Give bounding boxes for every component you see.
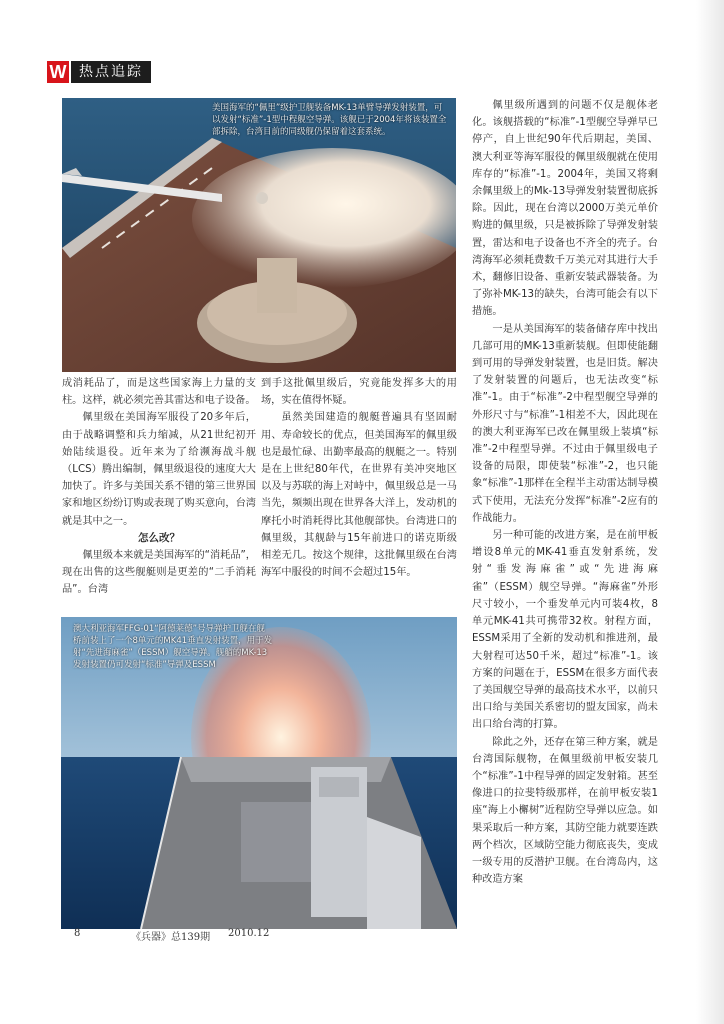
- photo-mk13-launch: [62, 98, 456, 372]
- paragraph: 佩里级在美国海军服役了20多年后，由于战略调整和兵力缩减，从21世纪初开始陆续退役。近年来为了给濒海战斗舰（LCS）腾出编制，佩里级退役的速度大大加快了。许多与美国关系不错的第三世界国家和地区纷纷订购或表现了购买意向，台湾就是其中之一。: [62, 412, 256, 527]
- section-header: [47, 60, 151, 84]
- text-column-right: [472, 97, 658, 888]
- paragraph: 除此之外，还存在第三种方案，就是台湾国际舰物，在佩里级前甲板安装几个“标准”-1中程导弹的固定发射箱。甚至像进口的拉斐特级那样，在前甲板安装1座“海上小檞树”近程防空导弹以应急。如果采取后一种方案，其防空能力就要连跌两个档次，区域防空能力彻底丧失，变成一级专用的反潜护卫舰。在台湾岛内，这种改造方案: [472, 736, 658, 886]
- text-column-middle: [261, 375, 457, 581]
- page-number: 8: [74, 928, 81, 939]
- paragraph: 佩里级本来就是美国海军的“消耗品”，现在出售的这些舰艇则是更差的“二手消耗品”。台湾: [62, 550, 256, 596]
- subheading: 怎么改？: [138, 531, 180, 544]
- photo-mk13-launch-image: [62, 98, 456, 372]
- paragraph: 成消耗品了，而是这些国家海上力量的支柱。这样，就必须完善其雷达和电子设备。: [62, 378, 256, 407]
- paragraph: 另一种可能的改进方案，是在前甲板增设8单元的MK-41垂直发射系统，发射“垂发海麻雀”或“先进海麻雀”（ESSM）舰空导弹。“海麻雀”外形尺寸较小，一个垂发单元内可装4枚，8单元MK-41共可携带32枚。射程方面，ESSM采用了全新的发动机和推进剂，最大射程可达50千米，超过“标准”-1。该方案的问题在于，ESSM在很多方面代表了美国舰空导弹的最高技术水平，以前只出口给与美国关系密切的盟友国家，尚未出口给台湾的打算。: [472, 530, 658, 731]
- section-title: 热点追踪: [71, 61, 151, 83]
- paragraph: 佩里级所遇到的问题不仅是舰体老化。该舰搭载的“标准”-1型舰空导弹早已停产，自上世纪90年代后期起，美国、澳大利亚等海军服役的佩里级舰就在使用库存的“标准”-1。2004年，美国又将剩余佩里级上的Mk-13导弹发射装置彻底拆除。因此，现在台湾以2000万美元单价购进的佩里级，只是被拆除了导弹发射装置，雷达和电子设备也不齐全的壳子。台湾海军必须耗费数千万美元对其进行大手术，翻修旧设备、重新安装武器装备。为了弥补MK-13的缺失，台湾可能会有以下措施。: [472, 100, 658, 318]
- text-column-left: [62, 375, 256, 599]
- paragraph: 到手这批佩里级后，究竟能发挥多大的用场，实在值得怀疑。: [261, 378, 457, 407]
- photo2-caption: 澳大利亚海军FFG-01“阿德莱德”号导弹护卫舰在舰桥前装上了一个8单元的MK41垂直发射装置，用于发射“先进海麻雀”（ESSM）舰空导弹。舰艏的MK-13发射装置仍可发射“标准”导弹及ESSM: [73, 624, 273, 670]
- page-edge-shadow: [696, 0, 724, 1024]
- paragraph: 虽然美国建造的舰艇普遍具有坚固耐用、寿命较长的优点，但美国海军的佩里级也是最忙碌、出勤率最高的舰艇之一。特别是在上世纪80年代，在世界有美冲突地区以及与苏联的海上对峙中，佩里级总是一马当先，频频出现在世界各大洋上，发动机的摩托小时消耗得比其他舰部快。台湾进口的佩里级，其舰龄与15年前进口的诺克斯级相差无几。按这个规律，这批佩里级在台湾海军中服役的时间不会超过15年。: [261, 412, 457, 579]
- issue-date: 2010.12: [228, 928, 270, 939]
- paragraph: 一是从美国海军的装备储存库中找出几部可用的MK-13重新装舰。但即使能翻到可用的导弹发射装置，也是旧货。解决了发射装置的问题后，也无法改变“标准”-1。由于“标准”-2中程型舰空导弹的外形尺寸与“标准”-1相差不大，因此现在的澳大利亚海军已改在佩里级上装填“标准”-2中程型导弹。不过由于佩里级电子设备的局限，即使装“标准”-2，也只能象“标准”-1那样在全程半主动雷达制导模式下使用，无法充分发挥“标准”-2应有的作战能力。: [472, 323, 658, 524]
- magazine-issue: 《兵器》总139期: [131, 932, 211, 943]
- photo1-caption: 美国海军的“佩里”级护卫舰装备MK-13单臂导弹发射装置，可以发射“标准”-1型中程舰空导弹。该舰已于2004年将该装置全部拆除，台湾目前的同级舰仍保留着这套系统。: [212, 103, 447, 137]
- section-logo: W: [47, 61, 69, 83]
- photo-vls-launch: [61, 617, 457, 929]
